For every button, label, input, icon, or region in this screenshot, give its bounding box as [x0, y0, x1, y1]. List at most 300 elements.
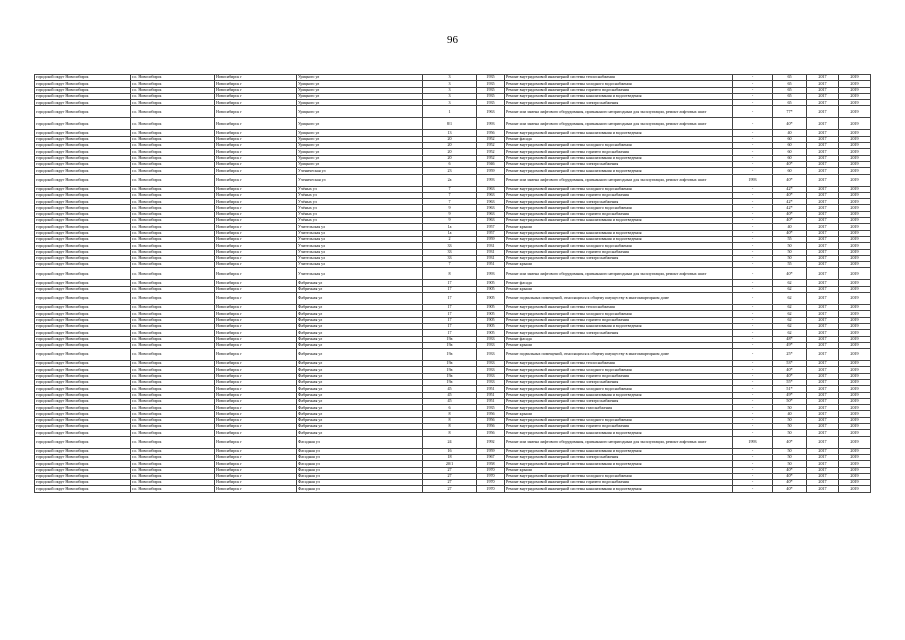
locality-cell: Новосибирск г — [215, 192, 297, 198]
house-number-cell: 9 — [423, 218, 477, 224]
build-year-cell: 1963 — [477, 211, 505, 217]
work-type-cell: Ремонт внутридомовой инженерной системы горячего водоснабжения — [505, 87, 733, 93]
house-number-cell: 7 — [423, 262, 477, 268]
work-type-cell: Ремонт внутридомовой инженерной системы канализования и водоотведения — [505, 230, 733, 236]
extra-year-cell: - — [733, 392, 773, 398]
work-type-cell: Ремонт внутридомовой инженерной системы горячего водоснабжения — [505, 149, 733, 155]
municipality-cell: г.о. Новосибирск — [131, 199, 215, 205]
start-year-cell: 2017 — [807, 192, 839, 198]
house-number-cell: 17 — [423, 305, 477, 311]
district-cell: городской округ Новосибирск — [35, 87, 131, 93]
end-year-cell: 2019 — [839, 405, 871, 411]
district-cell: городской округ Новосибирск — [35, 336, 131, 342]
work-type-cell: Ремонт внутридомовой инженерной системы канализования и водоотведения — [505, 430, 733, 436]
end-year-cell: 2019 — [839, 480, 871, 486]
municipality-cell: г.о. Новосибирск — [131, 75, 215, 81]
extra-year-cell: - — [733, 218, 773, 224]
district-cell: городской округ Новосибирск — [35, 218, 131, 224]
end-year-cell: 2019 — [839, 143, 871, 149]
street-cell: Урицкого ул — [297, 130, 423, 136]
start-year-cell: 2017 — [807, 349, 839, 361]
locality-cell: Новосибирск г — [215, 136, 297, 142]
extra-year-cell: - — [733, 106, 773, 118]
street-cell: Ученическая ул — [297, 174, 423, 186]
build-year-cell: 1963 — [477, 186, 505, 192]
start-year-cell: 2017 — [807, 454, 839, 460]
table-row — [35, 349, 871, 361]
end-year-cell: 2019 — [839, 467, 871, 473]
start-year-cell: 2017 — [807, 373, 839, 379]
street-cell: Урицкого ул — [297, 143, 423, 149]
build-year-cell: 1905 — [477, 311, 505, 317]
street-cell: Учёных ул — [297, 186, 423, 192]
value-cell: 40* — [773, 268, 807, 280]
locality-cell: Новосибирск г — [215, 118, 297, 130]
work-type-cell: Ремонт крыши — [505, 286, 733, 292]
district-cell: городской округ Новосибирск — [35, 379, 131, 385]
build-year-cell: 1963 — [477, 205, 505, 211]
house-number-cell: 8 — [423, 430, 477, 436]
locality-cell: Новосибирск г — [215, 255, 297, 261]
municipality-cell: г.о. Новосибирск — [131, 392, 215, 398]
locality-cell: Новосибирск г — [215, 161, 297, 167]
value-cell: 40* — [773, 473, 807, 479]
locality-cell: Новосибирск г — [215, 93, 297, 99]
house-number-cell: 16 — [423, 448, 477, 454]
locality-cell: Новосибирск г — [215, 473, 297, 479]
end-year-cell: 2019 — [839, 262, 871, 268]
end-year-cell: 2019 — [839, 461, 871, 467]
municipality-cell: г.о. Новосибирск — [131, 243, 215, 249]
start-year-cell: 2017 — [807, 473, 839, 479]
build-year-cell: 1933 — [477, 361, 505, 367]
municipality-cell: г.о. Новосибирск — [131, 280, 215, 286]
locality-cell: Новосибирск г — [215, 448, 297, 454]
municipality-cell: г.о. Новосибирск — [131, 155, 215, 161]
end-year-cell: 2019 — [839, 379, 871, 385]
start-year-cell: 2017 — [807, 367, 839, 373]
end-year-cell: 2019 — [839, 130, 871, 136]
street-cell: Фабричная ул — [297, 323, 423, 329]
build-year-cell: 1993 — [477, 174, 505, 186]
extra-year-cell: - — [733, 168, 773, 174]
end-year-cell: 2019 — [839, 199, 871, 205]
end-year-cell: 2019 — [839, 81, 871, 87]
extra-year-cell: - — [733, 249, 773, 255]
value-cell: 42* — [773, 186, 807, 192]
end-year-cell: 2019 — [839, 486, 871, 492]
extra-year-cell: - — [733, 424, 773, 430]
build-year-cell: 1933 — [477, 349, 505, 361]
municipality-cell: г.о. Новосибирск — [131, 205, 215, 211]
end-year-cell: 2019 — [839, 118, 871, 130]
house-number-cell: 9 — [423, 205, 477, 211]
value-cell: 62 — [773, 305, 807, 311]
street-cell: Учительская ул — [297, 249, 423, 255]
locality-cell: Новосибирск г — [215, 262, 297, 268]
extra-year-cell: - — [733, 330, 773, 336]
house-number-cell: 20 — [423, 155, 477, 161]
house-number-cell: 8/1 — [423, 118, 477, 130]
work-type-cell: Ремонт внутридомовой инженерной системы холодного водоснабжения — [505, 311, 733, 317]
work-type-cell: Ремонт внутридомовой инженерной системы канализования и водоотведения — [505, 461, 733, 467]
locality-cell: Новосибирск г — [215, 243, 297, 249]
start-year-cell: 2017 — [807, 168, 839, 174]
extra-year-cell: 1993 — [733, 174, 773, 186]
house-number-cell: 33 — [423, 255, 477, 261]
house-number-cell: 24 — [423, 436, 477, 448]
street-cell: Учительская ул — [297, 268, 423, 280]
work-type-cell: Ремонт внутридомовой инженерной системы горячего водоснабжения — [505, 373, 733, 379]
value-cell: 40* — [773, 161, 807, 167]
municipality-cell: г.о. Новосибирск — [131, 186, 215, 192]
extra-year-cell: - — [733, 205, 773, 211]
value-cell: 40* — [773, 192, 807, 198]
locality-cell: Новосибирск г — [215, 349, 297, 361]
extra-year-cell: - — [733, 262, 773, 268]
district-cell: городской округ Новосибирск — [35, 249, 131, 255]
street-cell: Фабричная ул — [297, 286, 423, 292]
end-year-cell: 2019 — [839, 430, 871, 436]
municipality-cell: г.о. Новосибирск — [131, 87, 215, 93]
work-type-cell: Ремонт внутридомовой инженерной системы канализования и водоотведения — [505, 168, 733, 174]
district-cell: городской округ Новосибирск — [35, 454, 131, 460]
end-year-cell: 2019 — [839, 149, 871, 155]
end-year-cell: 2019 — [839, 230, 871, 236]
municipality-cell: г.о. Новосибирск — [131, 149, 215, 155]
house-number-cell: 3 — [423, 100, 477, 106]
build-year-cell: 1963 — [477, 106, 505, 118]
municipality-cell: г.о. Новосибирск — [131, 473, 215, 479]
value-cell: 62 — [773, 323, 807, 329]
house-number-cell: 20/1 — [423, 461, 477, 467]
extra-year-cell: - — [733, 430, 773, 436]
house-number-cell: 3 — [423, 93, 477, 99]
locality-cell: Новосибирск г — [215, 486, 297, 492]
work-type-cell: Ремонт или замена лифтового оборудования, признанного непригодным для эксплуатации, ремонт лифтовых шахт — [505, 268, 733, 280]
value-cell: 40* — [773, 367, 807, 373]
value-cell: 50 — [773, 430, 807, 436]
district-cell: городской округ Новосибирск — [35, 100, 131, 106]
house-number-cell: 1а — [423, 230, 477, 236]
locality-cell: Новосибирск г — [215, 106, 297, 118]
value-cell: 62 — [773, 286, 807, 292]
house-number-cell: 3 — [423, 87, 477, 93]
locality-cell: Новосибирск г — [215, 286, 297, 292]
build-year-cell: 1992 — [477, 436, 505, 448]
work-type-cell: Ремонт внутридомовой инженерной системы холодного водоснабжения — [505, 81, 733, 87]
work-type-cell: Ремонт внутридомовой инженерной системы канализования и водоотведения — [505, 93, 733, 99]
table-row — [35, 293, 871, 305]
value-cell: 50 — [773, 461, 807, 467]
district-cell: городской округ Новосибирск — [35, 81, 131, 87]
start-year-cell: 2017 — [807, 317, 839, 323]
value-cell: 62 — [773, 293, 807, 305]
district-cell: городской округ Новосибирск — [35, 230, 131, 236]
start-year-cell: 2017 — [807, 243, 839, 249]
municipality-cell: г.о. Новосибирск — [131, 448, 215, 454]
municipality-cell: г.о. Новосибирск — [131, 81, 215, 87]
locality-cell: Новосибирск г — [215, 417, 297, 423]
build-year-cell: 1933 — [477, 336, 505, 342]
district-cell: городской округ Новосибирск — [35, 174, 131, 186]
locality-cell: Новосибирск г — [215, 75, 297, 81]
locality-cell: Новосибирск г — [215, 424, 297, 430]
value-cell: 40 — [773, 411, 807, 417]
locality-cell: Новосибирск г — [215, 205, 297, 211]
start-year-cell: 2017 — [807, 118, 839, 130]
start-year-cell: 2017 — [807, 199, 839, 205]
value-cell: 50 — [773, 255, 807, 261]
end-year-cell: 2019 — [839, 268, 871, 280]
municipality-cell: г.о. Новосибирск — [131, 454, 215, 460]
value-cell: 40* — [773, 486, 807, 492]
extra-year-cell: - — [733, 461, 773, 467]
start-year-cell: 2017 — [807, 136, 839, 142]
build-year-cell: 1935 — [477, 75, 505, 81]
extra-year-cell: - — [733, 367, 773, 373]
build-year-cell: 1931 — [477, 255, 505, 261]
street-cell: Фабричная ул — [297, 317, 423, 323]
locality-cell: Новосибирск г — [215, 461, 297, 467]
house-number-cell: 45 — [423, 386, 477, 392]
value-cell: 40* — [773, 436, 807, 448]
district-cell: городской округ Новосибирск — [35, 367, 131, 373]
district-cell: городской округ Новосибирск — [35, 224, 131, 230]
locality-cell: Новосибирск г — [215, 168, 297, 174]
extra-year-cell: - — [733, 473, 773, 479]
municipality-cell: г.о. Новосибирск — [131, 361, 215, 367]
build-year-cell: 1970 — [477, 480, 505, 486]
municipality-cell: г.о. Новосибирск — [131, 286, 215, 292]
end-year-cell: 2019 — [839, 349, 871, 361]
value-cell: 53* — [773, 361, 807, 367]
build-year-cell: 1956 — [477, 430, 505, 436]
district-cell: городской округ Новосибирск — [35, 436, 131, 448]
municipality-cell: г.о. Новосибирск — [131, 168, 215, 174]
build-year-cell: 1993 — [477, 118, 505, 130]
street-cell: Фабричная ул — [297, 392, 423, 398]
build-year-cell: 1951 — [477, 386, 505, 392]
district-cell: городской округ Новосибирск — [35, 255, 131, 261]
work-type-cell: Ремонт внутридомовой инженерной системы теплоснабжения — [505, 75, 733, 81]
district-cell: городской округ Новосибирск — [35, 392, 131, 398]
build-year-cell: 1935 — [477, 405, 505, 411]
locality-cell: Новосибирск г — [215, 454, 297, 460]
house-number-cell: 9 — [423, 211, 477, 217]
work-type-cell: Ремонт внутридомовой инженерной системы горячего водоснабжения — [505, 424, 733, 430]
value-cell: 49* — [773, 342, 807, 348]
build-year-cell: 1905 — [477, 323, 505, 329]
street-cell: Учительская ул — [297, 262, 423, 268]
work-type-cell: Ремонт крыши — [505, 411, 733, 417]
street-cell: Урицкого ул — [297, 118, 423, 130]
value-cell: 60 — [773, 143, 807, 149]
house-number-cell: 19а — [423, 367, 477, 373]
house-number-cell: 19а — [423, 336, 477, 342]
start-year-cell: 2017 — [807, 155, 839, 161]
municipality-cell: г.о. Новосибирск — [131, 430, 215, 436]
district-cell: городской округ Новосибирск — [35, 411, 131, 417]
value-cell: 40 — [773, 130, 807, 136]
locality-cell: Новосибирск г — [215, 373, 297, 379]
value-cell: 62 — [773, 317, 807, 323]
locality-cell: Новосибирск г — [215, 149, 297, 155]
street-cell: Фабричная ул — [297, 386, 423, 392]
end-year-cell: 2019 — [839, 280, 871, 286]
start-year-cell: 2017 — [807, 467, 839, 473]
start-year-cell: 2017 — [807, 461, 839, 467]
municipality-cell: г.о. Новосибирск — [131, 174, 215, 186]
locality-cell: Новосибирск г — [215, 336, 297, 342]
district-cell: городской округ Новосибирск — [35, 305, 131, 311]
district-cell: городской округ Новосибирск — [35, 93, 131, 99]
municipality-cell: г.о. Новосибирск — [131, 424, 215, 430]
locality-cell: Новосибирск г — [215, 199, 297, 205]
house-number-cell: 2а — [423, 174, 477, 186]
extra-year-cell: - — [733, 130, 773, 136]
street-cell: Учёных ул — [297, 192, 423, 198]
work-type-cell: Ремонт внутридомовой инженерной системы электроснабжения — [505, 199, 733, 205]
district-cell: городской округ Новосибирск — [35, 349, 131, 361]
work-type-cell: Ремонт внутридомовой инженерной системы горячего водоснабжения — [505, 317, 733, 323]
end-year-cell: 2019 — [839, 330, 871, 336]
street-cell: Фасадная ул — [297, 473, 423, 479]
value-cell: 40 — [773, 224, 807, 230]
locality-cell: Новосибирск г — [215, 467, 297, 473]
build-year-cell: 1956 — [477, 417, 505, 423]
work-type-cell: Ремонт внутридомовой инженерной системы горячего водоснабжения — [505, 249, 733, 255]
end-year-cell: 2019 — [839, 106, 871, 118]
municipality-cell: г.о. Новосибирск — [131, 218, 215, 224]
build-year-cell: 1931 — [477, 249, 505, 255]
extra-year-cell: - — [733, 224, 773, 230]
house-number-cell: 3 — [423, 81, 477, 87]
house-number-cell: 8 — [423, 424, 477, 430]
build-year-cell: 1963 — [477, 192, 505, 198]
street-cell: Фасадная ул — [297, 461, 423, 467]
work-type-cell: Ремонт внутридомовой инженерной системы горячего водоснабжения — [505, 480, 733, 486]
house-number-cell: 33 — [423, 243, 477, 249]
street-cell: Учёных ул — [297, 211, 423, 217]
build-year-cell: 1959 — [477, 448, 505, 454]
extra-year-cell: 1993 — [733, 436, 773, 448]
start-year-cell: 2017 — [807, 149, 839, 155]
house-number-cell: 6 — [423, 161, 477, 167]
end-year-cell: 2019 — [839, 367, 871, 373]
value-cell: 60 — [773, 155, 807, 161]
house-number-cell: 20 — [423, 136, 477, 142]
build-year-cell: 1951 — [477, 392, 505, 398]
end-year-cell: 2019 — [839, 473, 871, 479]
value-cell: 40* — [773, 480, 807, 486]
house-number-cell: 33 — [423, 249, 477, 255]
locality-cell: Новосибирск г — [215, 143, 297, 149]
start-year-cell: 2017 — [807, 379, 839, 385]
extra-year-cell: - — [733, 398, 773, 404]
municipality-cell: г.о. Новосибирск — [131, 398, 215, 404]
value-cell: 51* — [773, 386, 807, 392]
extra-year-cell: - — [733, 93, 773, 99]
start-year-cell: 2017 — [807, 87, 839, 93]
work-type-cell: Ремонт внутридомовой инженерной системы канализования и водоотведения — [505, 130, 733, 136]
value-cell: 55* — [773, 379, 807, 385]
table-row — [35, 174, 871, 186]
municipality-cell: г.о. Новосибирск — [131, 486, 215, 492]
build-year-cell: 1952 — [477, 155, 505, 161]
build-year-cell: 1905 — [477, 286, 505, 292]
start-year-cell: 2017 — [807, 392, 839, 398]
district-cell: городской округ Новосибирск — [35, 236, 131, 242]
locality-cell: Новосибирск г — [215, 174, 297, 186]
start-year-cell: 2017 — [807, 255, 839, 261]
work-type-cell: Ремонт внутридомовой инженерной системы теплоснабжения — [505, 305, 733, 311]
work-type-cell: Ремонт внутридомовой инженерной системы электроснабжения — [505, 100, 733, 106]
start-year-cell: 2017 — [807, 161, 839, 167]
locality-cell: Новосибирск г — [215, 230, 297, 236]
district-cell: городской округ Новосибирск — [35, 149, 131, 155]
house-number-cell: 19а — [423, 349, 477, 361]
end-year-cell: 2019 — [839, 243, 871, 249]
start-year-cell: 2017 — [807, 268, 839, 280]
house-number-cell: 27 — [423, 473, 477, 479]
municipality-cell: г.о. Новосибирск — [131, 311, 215, 317]
work-type-cell: Ремонт или замена лифтового оборудования, признанного непригодным для эксплуатации, ремонт лифтовых шахт — [505, 118, 733, 130]
district-cell: городской округ Новосибирск — [35, 311, 131, 317]
start-year-cell: 2017 — [807, 186, 839, 192]
value-cell: 40* — [773, 211, 807, 217]
start-year-cell: 2017 — [807, 143, 839, 149]
locality-cell: Новосибирск г — [215, 224, 297, 230]
street-cell: Учительская ул — [297, 236, 423, 242]
locality-cell: Новосибирск г — [215, 330, 297, 336]
value-cell: 65 — [773, 75, 807, 81]
municipality-cell: г.о. Новосибирск — [131, 342, 215, 348]
end-year-cell: 2019 — [839, 361, 871, 367]
house-number-cell: 27 — [423, 486, 477, 492]
start-year-cell: 2017 — [807, 417, 839, 423]
build-year-cell: 1952 — [477, 143, 505, 149]
end-year-cell: 2019 — [839, 411, 871, 417]
locality-cell: Новосибирск г — [215, 155, 297, 161]
district-cell: городской округ Новосибирск — [35, 373, 131, 379]
district-cell: городской округ Новосибирск — [35, 75, 131, 81]
street-cell: Учительская ул — [297, 255, 423, 261]
end-year-cell: 2019 — [839, 436, 871, 448]
house-number-cell: 3 — [423, 75, 477, 81]
locality-cell: Новосибирск г — [215, 436, 297, 448]
street-cell: Урицкого ул — [297, 149, 423, 155]
locality-cell: Новосибирск г — [215, 87, 297, 93]
end-year-cell: 2019 — [839, 93, 871, 99]
house-number-cell: 17 — [423, 280, 477, 286]
end-year-cell: 2019 — [839, 305, 871, 311]
house-number-cell: 19а — [423, 342, 477, 348]
page-number: 96 — [447, 34, 458, 46]
extra-year-cell: - — [733, 311, 773, 317]
district-cell: городской округ Новосибирск — [35, 130, 131, 136]
municipality-cell: г.о. Новосибирск — [131, 436, 215, 448]
locality-cell: Новосибирск г — [215, 379, 297, 385]
value-cell: 60 — [773, 136, 807, 142]
work-type-cell: Ремонт внутридомовой инженерной системы газоснабжения — [505, 405, 733, 411]
district-cell: городской округ Новосибирск — [35, 168, 131, 174]
end-year-cell: 2019 — [839, 373, 871, 379]
work-type-cell: Ремонт внутридомовой инженерной системы горячего водоснабжения — [505, 192, 733, 198]
extra-year-cell: - — [733, 417, 773, 423]
district-cell: городской округ Новосибирск — [35, 361, 131, 367]
municipality-cell: г.о. Новосибирск — [131, 268, 215, 280]
